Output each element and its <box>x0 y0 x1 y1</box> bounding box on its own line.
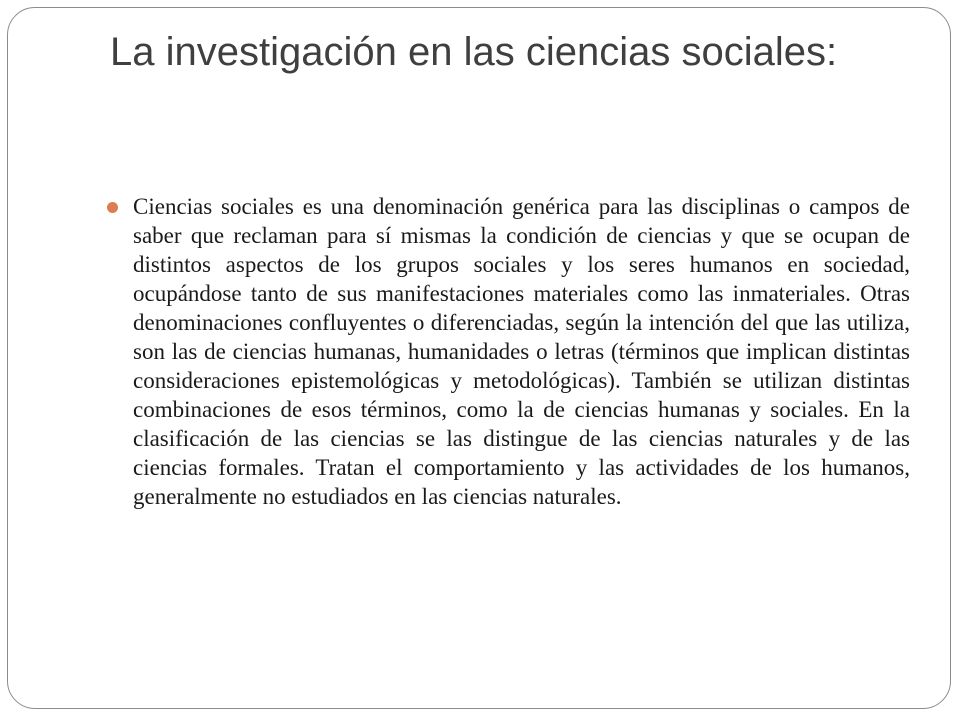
bullet-text: Ciencias sociales es una denominación genérica para las disciplinas o campos de saber que reclaman para sí mismas la condición de ciencias y que se ocupan de distintos aspectos de los grupos sociales y los seres humanos en sociedad, ocupándose tanto de sus manifestaciones materiales como las inmateriales. Otras denominaciones confluyentes o diferenciadas, según la intención del que las utiliza, son las de ciencias humanas, humanidades o letras (términos que implican distintas consideraciones epistemológicas y metodológicas). También se utilizan distintas combinaciones de esos términos, como la de ciencias humanas y sociales. En la clasificación de las ciencias se las distingue de las ciencias naturales y de las ciencias formales. Tratan el comportamiento y las actividades de los humanos, generalmente no estudiados en las ciencias naturales. <box>133 194 910 509</box>
list-item <box>105 192 910 511</box>
bullet-icon <box>107 202 118 213</box>
bullet-list <box>105 192 910 511</box>
slide-title: La investigación en las ciencias sociales: <box>110 30 838 74</box>
